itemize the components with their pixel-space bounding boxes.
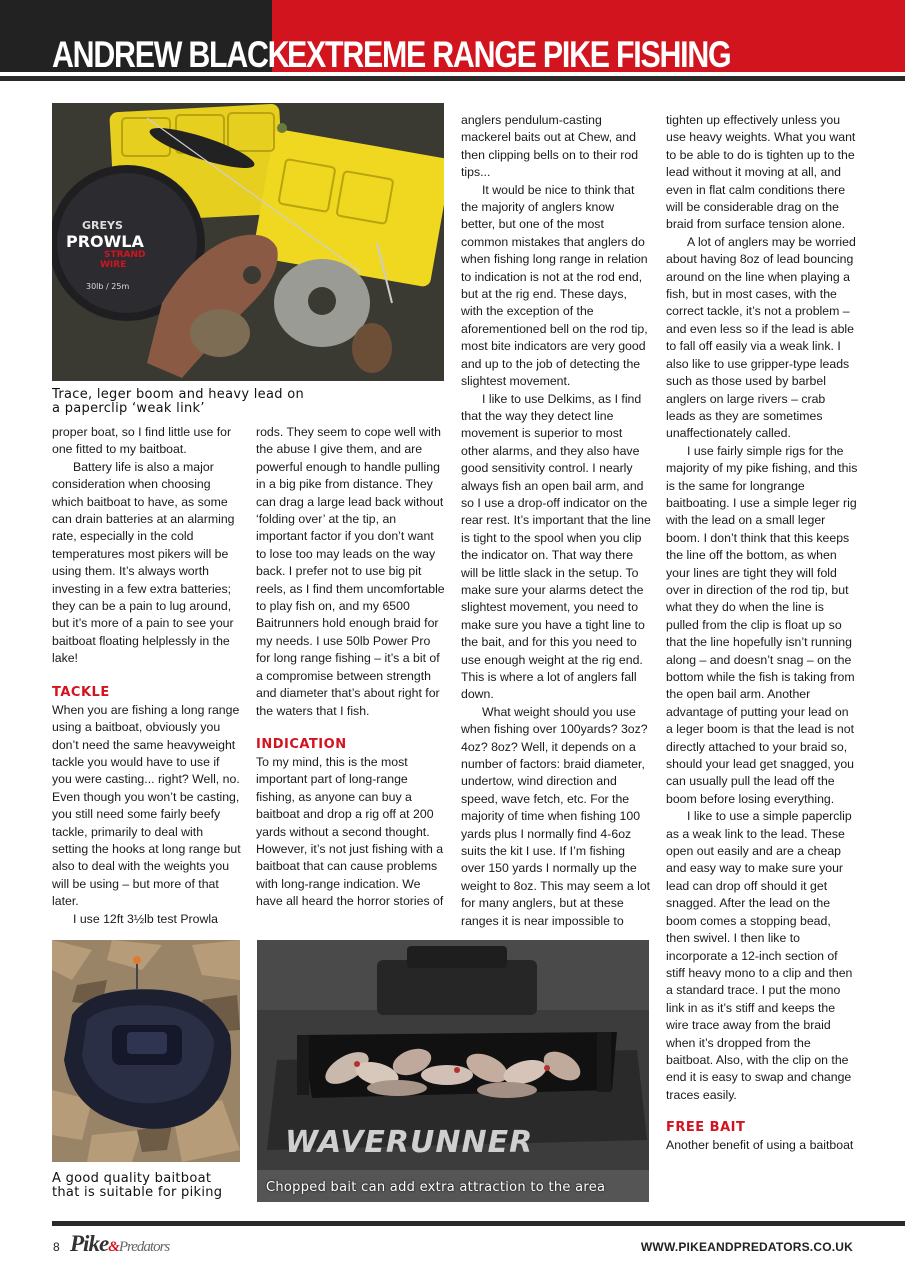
baitboat-photo [52,940,240,1162]
boat-brand: WAVERUNNER [285,1125,534,1160]
col3-paragraph: I like to use Delkims, as I find that the way they detect line movement is superior to most other alarms, and they also have good sensitivity control. I nearly always fish an open bail arm, and so I use a drop-off indicator on the rear rest. It’s important that the line is tight to the spool when you clip the indicator on. That way there will be little slack in the setup. To make sure your alarms detect the slightest movement, you need to make sure you have a tight line to the bait, and for this you need to use enough weight at the rig end. This is where a lot of anglers fall down. [461,391,651,702]
col4-paragraph: Another benefit of using a baitboat [666,1138,854,1153]
magazine-logo [70,1231,169,1257]
col4-paragraph: A lot of anglers may be worried about having 8oz of lead bouncing around on the line when playing a fish, but in most cases, with the correct tackle, it’s not a problem – and even less so if the lead is able to fall off easily via a weak link. I also like to use gripper-type leads such as those used by barbel anglers on large rivers – crab leads as they are sometimes unaffectionately called. [666,234,856,441]
author-name: ANDREW BLACK [52,34,289,75]
col1-paragraph: proper boat, so I find little use for one fitted to my baitboat. [52,425,232,457]
heading-tackle: TACKLE [52,684,110,700]
footer-rule [52,1221,905,1226]
col2-paragraph: rods. They seem to cope well with the abuse I give them, and are powerful enough to handle pulling in a big pike from distance. They can drag a large lead back without ‘folding over’ at the tip, an important factor if you don’t want to lose too may leads on the way back. I prefer not to use big pit reels, as I find them uncomfortable to play fish on, and my 6500 Baitrunners hold enough braid for my needs. I use 50lb Power Pro for long range fishing – it’s a bit of a compromise between strength and diameter that’s about right for the waters that I fish. [256,425,445,718]
header-rule [0,76,905,81]
tackle-photo [52,103,444,381]
logo-amp: & [108,1239,119,1255]
article-title: EXTREME RANGE PIKE FISHING [287,34,731,75]
column-3 [461,112,651,930]
logo-main: Pike [70,1231,109,1256]
chopped-bait-photo [257,940,649,1202]
column-2 [256,424,446,911]
caption-top-line2: a paperclip ‘weak link’ [52,401,205,416]
col4-paragraph: I use fairly simple rigs for the majority of my pike fishing, and this is the same for longrange baitboating. I use a simple leger rig with the lead on a small leger boom. I don’t think that this keeps the line off the bottom, as when your lines are tight they will fold over in direction of the rod tip, but what they do when the line is pulled from the clip is float up so that the line hopefully isn’t running along – and doesn’t snag – on the bottom while the fish is taking from the open bail arm. Another advantage of putting your lead on a leger boom is that the lead is not directly attached to your braid so, should your lead get snagged, you can usually pull the lead off the boom before losing everything. [666,443,858,806]
heading-indication: INDICATION [256,736,347,752]
caption-baitboat [52,1172,222,1200]
spool-spec: 30lb / 25m [86,282,130,291]
spool-line1: STRAND [104,250,146,260]
col1-paragraph: I use 12ft 3½lb test Prowla [73,911,218,926]
caption-baitboat-line2: that is suitable for piking [52,1185,223,1200]
col1-paragraph: Battery life is also a major consideration when choosing which baitboat to have, as some can drain batteries at an alarming rate, especially in the cold temperatures most pikers will be using them. It’s always worth investing in a few extra batteries; they can be a pain to lug around, but it’s more of a pain to see your baitboat floating helplessly in the lake! [52,459,235,666]
column-1 [52,424,242,928]
col3-paragraph: anglers pendulum-casting mackerel baits out at Chew, and then clipping bells on to their rod tips... [461,113,639,180]
spool-brand: GREYS [82,219,123,232]
column-4 [666,112,858,1155]
caption-top-line1: Trace, leger boom and heavy lead on [52,387,305,402]
col3-paragraph: What weight should you use when fishing over 100yards? 3oz? 4oz? 8oz? Well, it depends on a number of factors: braid diameter, undertow, wind direction and speed, wave fetch, etc. For the majority of time when fishing 100 yards plus I normally find 4-6oz suits the kit I use. If I’m fishing over 150 yards I normally up the weight to 8oz. This may seem a lot for many anglers, but at these ranges it is near impossible to [461,704,651,928]
col3-paragraph: It would be nice to think that the majority of anglers know better, but one of the most common mistakes that anglers do when fishing long range in relation to indication is not at the rod end, but at the rig end. These days, with the exception of the aforementioned bell on the rod tip, most bite indicators are very good and up to the job of detecting the slightest movement. [461,182,648,389]
website-url[interactable]: WWW.PIKEANDPREDATORS.CO.UK [640,1240,853,1254]
col4-paragraph: I like to use a simple paperclip as a weak link to the lead. These open out easily and are a cheap and easy way to make sure your lead can drop off should it get snagged. After the lead on the boom comes a stopping bead, then swivel. I then like to incorporate a 12-inch section of stiff heavy mono to a clip and then a standard trace. I put the mono link in as it’s stiff and keeps the wire trace away from the braid when it’s dropped from the baitboat. Also, with the clip on the end it is easy to swap and change traces easily. [666,809,853,1102]
logo-sub: Predators [118,1239,170,1255]
caption-top [52,388,304,416]
col4-paragraph: tighten up effectively unless you use heavy weights. What you want to be able to do is tighten up to the lead without it moving at all, and even in flat calm conditions there will be considerable drag on the braid from surface tension alone. [666,113,856,232]
spool-name: PROWLA [66,232,144,251]
page-number: 8 [53,1240,60,1254]
col1-paragraph: When you are fishing a long range using a baitboat, obviously you don’t need the same heavyweight tackle you would have to use if you were casting... right? Well, no. Even though you won’t be casting, you still need some fairly beefy tackle, primarily to deal with setting the hooks at long range but also to deal with the weights you will be using – but more of that later. [52,702,241,909]
caption-baitboat-line1: A good quality baitboat [52,1171,212,1186]
heading-free-bait: FREE BAIT [666,1120,746,1136]
spool-line2: WIRE [100,260,127,270]
caption-bait: Chopped bait can add extra attraction to the area [266,1180,606,1195]
col2-paragraph: To my mind, this is the most important part of long-range fishing, as anyone can buy a baitboat and drop a rig off at 200 yards without a second thought. However, it’s not just fishing with a baitboat that can cause problems with long-range indication. We have all heard the horror stories of [256,754,444,909]
